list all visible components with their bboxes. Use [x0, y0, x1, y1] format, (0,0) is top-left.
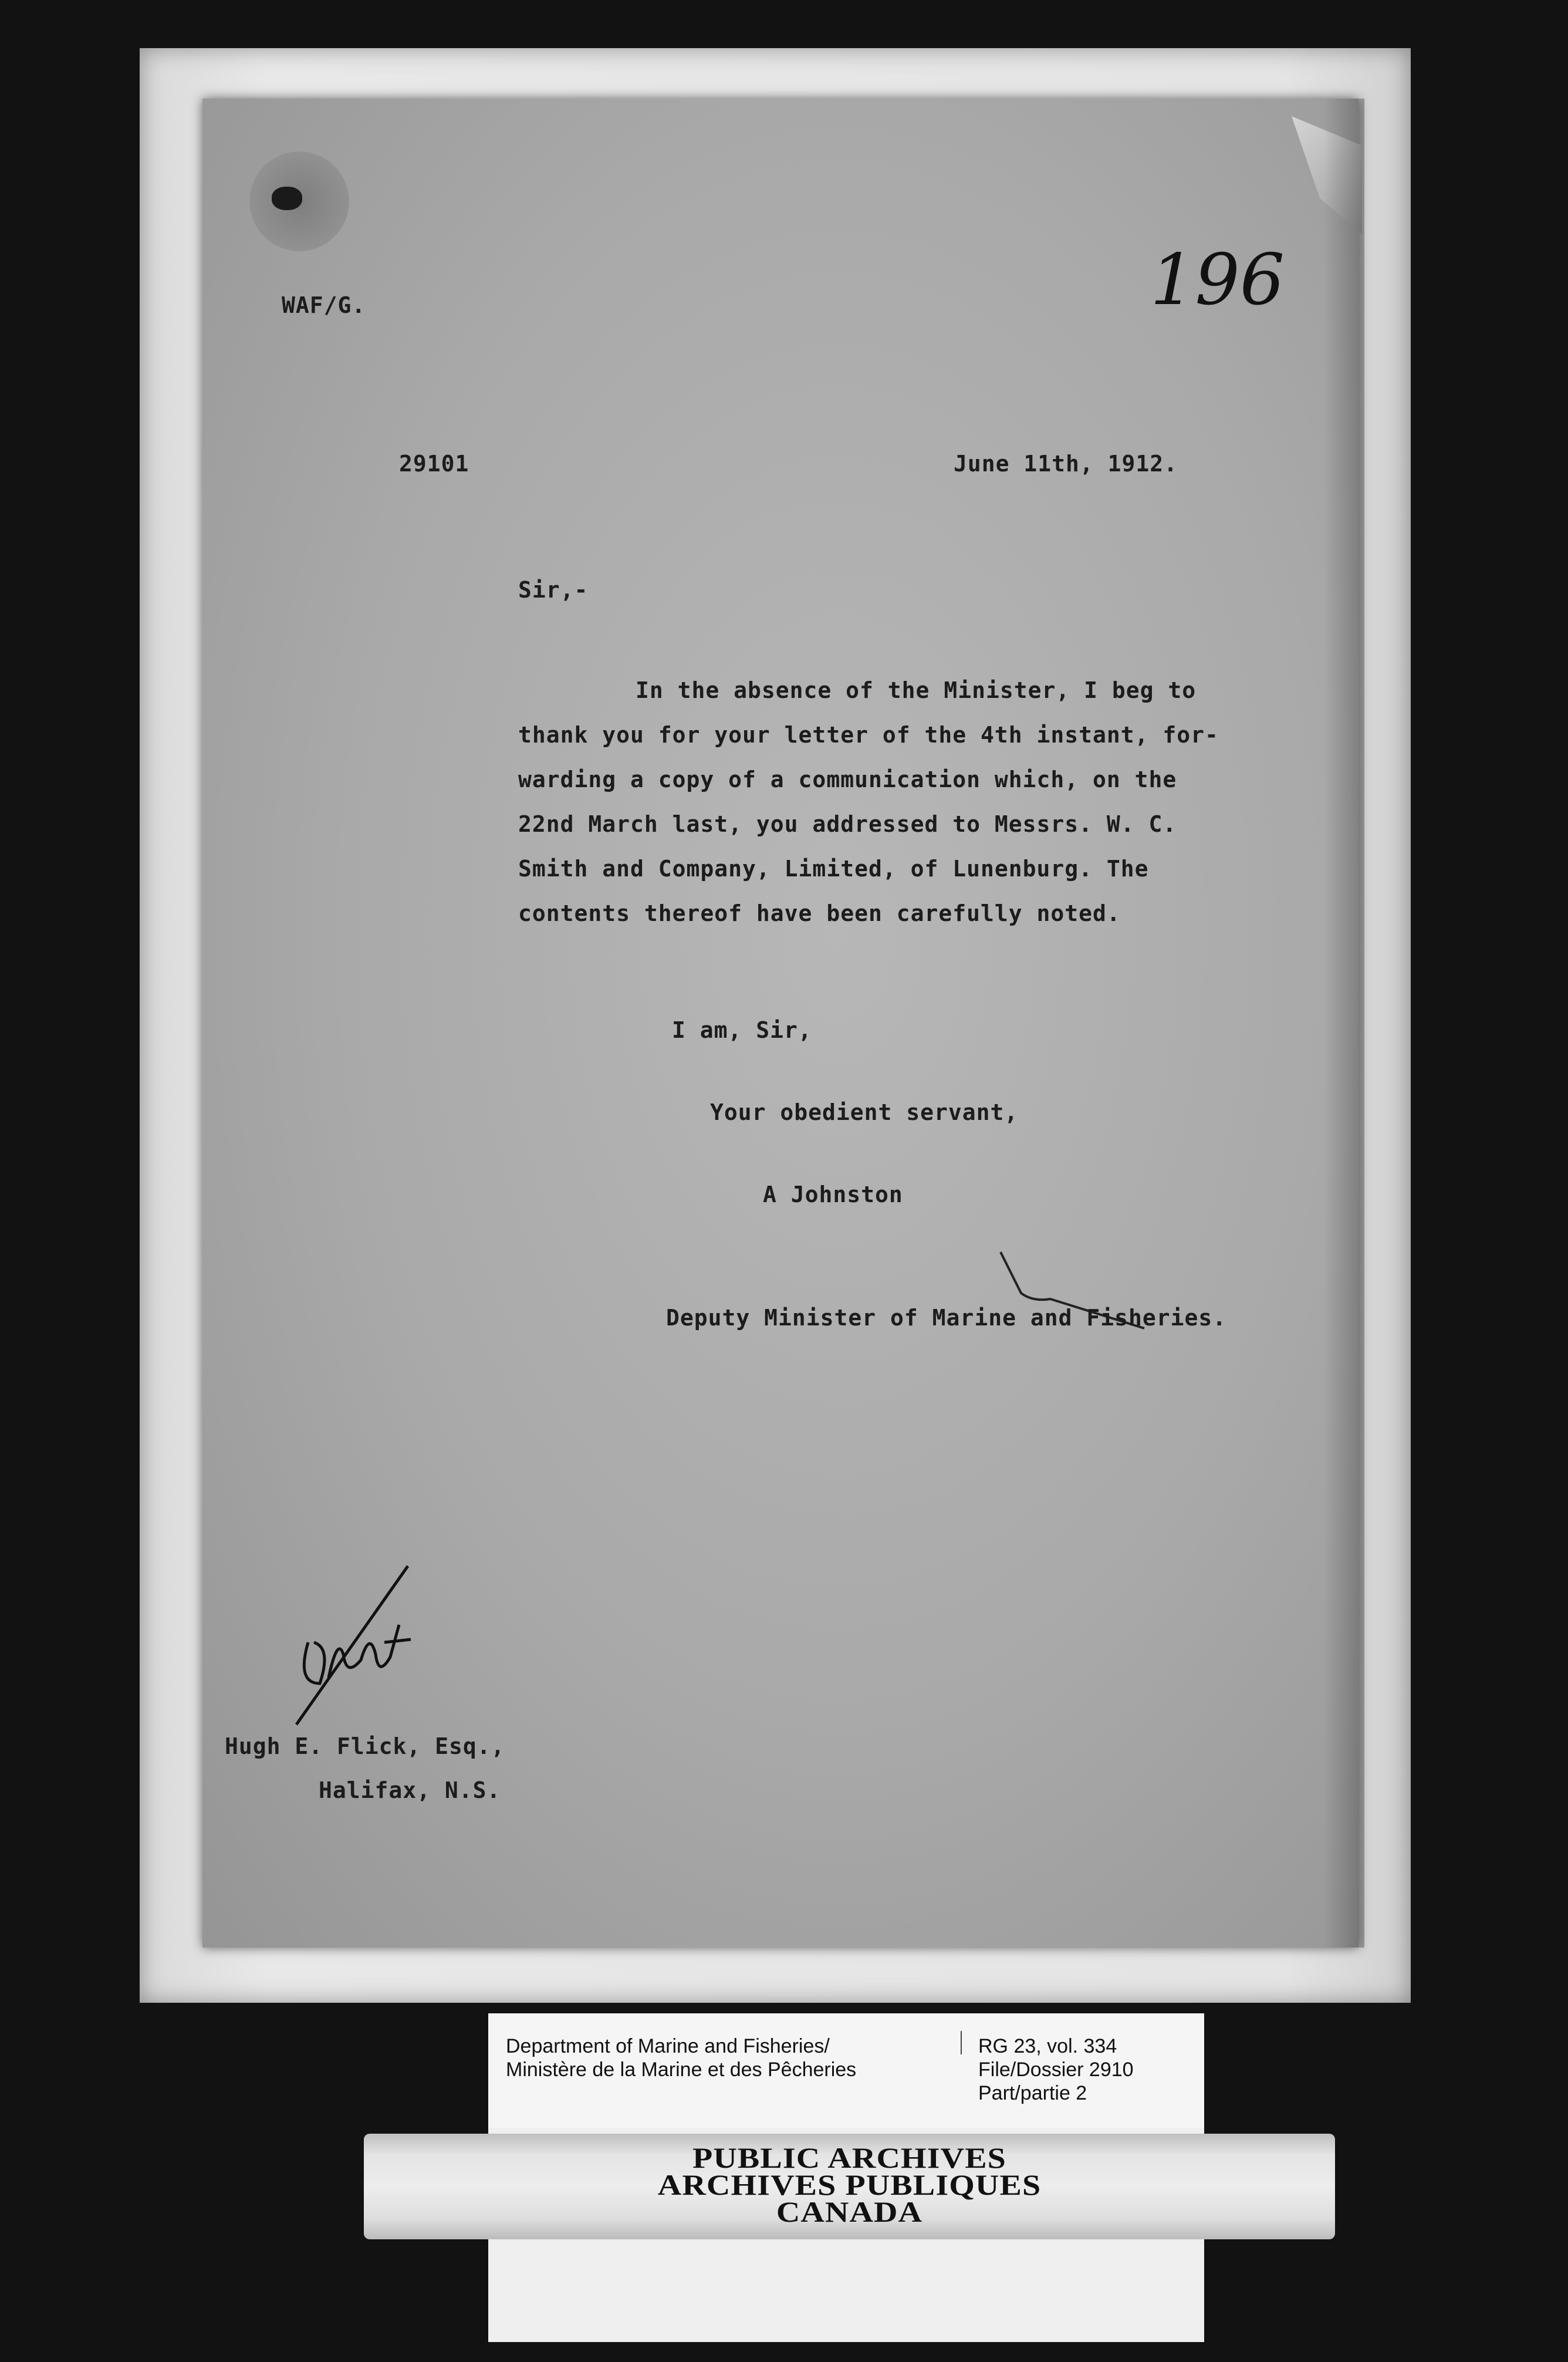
department-name: [506, 2034, 856, 2081]
archives-line-fr: ARCHIVES PUBLIQUES: [657, 2168, 1042, 2201]
body-line: contents thereof have been carefully noted.: [518, 900, 1121, 926]
letter-date: June 11th, 1912.: [954, 451, 1178, 477]
addressee-location: Halifax, N.S.: [319, 1777, 501, 1803]
body-line: warding a copy of a communication which, on the: [518, 767, 1177, 792]
letter-body: [518, 668, 1219, 936]
public-archives-banner: [364, 2134, 1335, 2239]
salutation: Sir,-: [518, 577, 589, 603]
part-partie: Part/partie 2: [978, 2082, 1087, 2104]
archives-line-country: CANADA: [776, 2195, 923, 2228]
archive-label: [488, 2013, 1204, 2128]
svg-text:196: 196: [1150, 239, 1285, 321]
body-line: 22nd March last, you addressed to Messrs. W. C.: [518, 811, 1177, 837]
record-group-info: [978, 2034, 1134, 2105]
archives-line-en: PUBLIC ARCHIVES: [692, 2141, 1006, 2174]
reference-code: WAF/G.: [282, 292, 366, 318]
archives-banner-text: [364, 2141, 1335, 2228]
handwritten-initials: [273, 1554, 425, 1730]
department-name-en: Department of Marine and Fisheries/: [506, 2035, 830, 2057]
closing-line: Your obedient servant,: [710, 1099, 1019, 1125]
addressee-name: Hugh E. Flick, Esq.,: [225, 1733, 505, 1759]
file-number: 29101: [399, 451, 469, 477]
body-line: thank you for your letter of the 4th instant, for-: [518, 722, 1219, 748]
signatory-name: A Johnston: [763, 1182, 903, 1207]
handwritten-folio-number: [1144, 234, 1291, 328]
folded-corner: [1292, 116, 1362, 234]
body-line: Smith and Company, Limited, of Lunenburg. The: [518, 856, 1149, 882]
letter-sheet: [202, 99, 1359, 1948]
signatory-title: Deputy Minister of Marine and Fisheries.: [666, 1305, 1227, 1331]
punch-hole: [249, 151, 349, 251]
record-group-volume: RG 23, vol. 334: [978, 2035, 1117, 2057]
file-dossier: File/Dossier 2910: [978, 2059, 1134, 2081]
label-divider: [961, 2031, 962, 2054]
department-name-fr: Ministère de la Marine et des Pêcheries: [506, 2059, 857, 2081]
body-line: In the absence of the Minister, I beg to: [636, 677, 1197, 703]
closing-line: I am, Sir,: [672, 1017, 812, 1043]
